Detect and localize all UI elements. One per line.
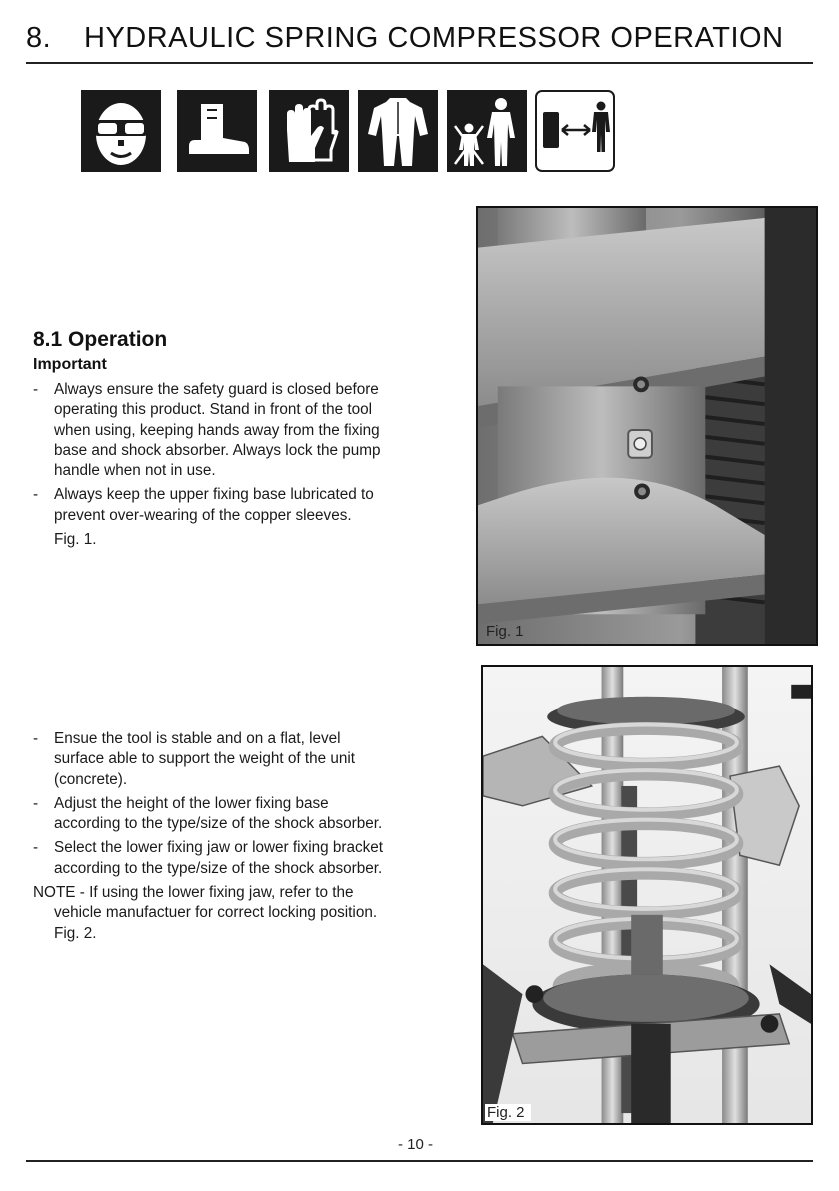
keep-children-away-icon <box>447 90 527 172</box>
section-title: HYDRAULIC SPRING COMPRESSOR OPERATION <box>84 22 784 54</box>
list-item <box>33 485 453 526</box>
text-line: operating this product. Stand in front of the tool <box>54 401 373 419</box>
list-dash: - <box>33 381 39 398</box>
eye-protection-icon <box>81 90 161 172</box>
note-first-line: NOTE - If using the lower fixing jaw, refer to the <box>33 884 354 902</box>
text-line: (concrete). <box>54 770 128 788</box>
text-line: according to the type/size of the shock absorber. <box>54 859 383 877</box>
list-item <box>33 838 453 879</box>
safety-gloves-icon <box>269 90 349 172</box>
section-heading: 8.1 Operation <box>33 328 168 351</box>
list-dash: - <box>33 794 39 812</box>
list-dash: - <box>33 839 39 857</box>
important-subheading: Important <box>33 356 107 373</box>
list-dash: - <box>33 730 39 747</box>
text-line: base and shock absorber. Always lock the pump <box>54 441 381 459</box>
figure-reference: Fig. 2. <box>54 924 97 942</box>
instructions-block-1 <box>33 380 453 550</box>
section-number: 8. <box>26 22 52 54</box>
list-item <box>33 729 453 790</box>
text-line: Adjust the height of the lower fixing base <box>54 794 329 812</box>
text-line: surface able to support the weight of the unit <box>54 750 356 768</box>
page-title <box>26 22 816 55</box>
figure-reference: Fig. 1. <box>54 531 97 549</box>
figure-1-photo <box>476 206 818 646</box>
page-number: - 10 - <box>398 1136 434 1153</box>
text-line: prevent over-wearing of the copper sleeves. <box>54 506 352 524</box>
instructions-block-2 <box>33 729 453 944</box>
text-line: Select the lower fixing jaw or lower fixing bracket <box>54 839 384 857</box>
note <box>33 883 453 924</box>
list-item <box>33 380 453 481</box>
figure-2-label: Fig. 2 <box>485 1104 531 1121</box>
keep-distance-icon <box>535 90 615 172</box>
note-continuation: vehicle manufactuer for correct locking position. <box>54 904 378 922</box>
text-line: according to the type/size of the shock absorber. <box>54 815 383 833</box>
list-item <box>33 794 453 835</box>
text-line: Ensue the tool is stable and on a flat, level <box>54 730 341 747</box>
figure-2-photo <box>481 665 813 1125</box>
footer-divider <box>26 1160 813 1162</box>
text-line: Always ensure the safety guard is closed before <box>54 381 379 398</box>
header-divider <box>26 62 813 64</box>
text-line: when using, keeping hands away from the fixing <box>54 421 380 439</box>
protective-overalls-icon <box>358 90 438 172</box>
list-dash: - <box>33 486 39 504</box>
figure-1-label: Fig. 1 <box>486 623 524 640</box>
safety-boots-icon <box>177 90 257 172</box>
text-line: handle when not in use. <box>54 462 216 480</box>
text-line: Always keep the upper fixing base lubricated to <box>54 486 374 504</box>
